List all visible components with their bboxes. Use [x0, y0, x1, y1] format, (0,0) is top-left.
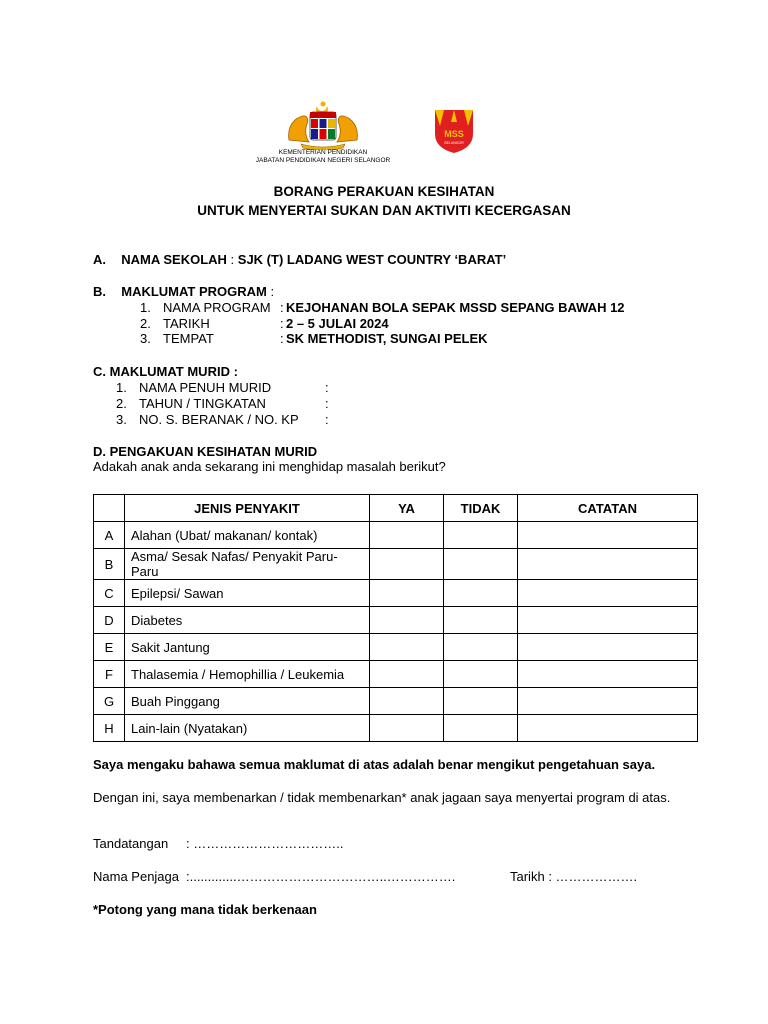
signature-field[interactable]: : …………………………….. [186, 836, 344, 851]
yes-cell[interactable] [370, 661, 444, 688]
program-item-num: 2. [140, 316, 151, 331]
notes-cell[interactable] [518, 634, 698, 661]
notes-cell[interactable] [518, 549, 698, 580]
table-row [94, 688, 698, 715]
row-disease: Sakit Jantung [125, 634, 370, 661]
row-code: A [94, 522, 125, 549]
table-header-row [94, 495, 698, 522]
permission-statement: Dengan ini, saya membenarkan / tidak membenarkan* anak jagaan saya menyertai program di atas. [93, 790, 671, 805]
yes-cell[interactable] [370, 607, 444, 634]
header-disease: JENIS PENYAKIT [125, 495, 370, 522]
row-disease: Epilepsi/ Sawan [125, 580, 370, 607]
date-label: Tarikh [510, 869, 545, 884]
mss-logo-text: MSS [444, 129, 464, 139]
student-item-label: TAHUN / TINGKATAN [139, 396, 266, 411]
signature-label: Tandatangan [93, 836, 169, 851]
table-row [94, 580, 698, 607]
no-cell[interactable] [444, 607, 518, 634]
program-item-num: 3. [140, 331, 151, 346]
table-row [94, 715, 698, 742]
header-yes: YA [370, 495, 444, 522]
notes-cell[interactable] [518, 661, 698, 688]
no-cell[interactable] [444, 549, 518, 580]
header-notes: CATATAN [518, 495, 698, 522]
notes-cell[interactable] [518, 580, 698, 607]
no-cell[interactable] [444, 688, 518, 715]
section-c-heading: C. MAKLUMAT MURID : [93, 364, 238, 379]
table-row [94, 522, 698, 549]
table-row [94, 661, 698, 688]
ministry-line2: JABATAN PENDIDIKAN NEGERI SELANGOR [255, 157, 391, 164]
student-item-num: 3. [116, 412, 127, 427]
mss-logo-subtext: SELANGOR [444, 141, 464, 145]
row-disease: Asma/ Sesak Nafas/ Penyakit Paru-Paru [125, 549, 370, 580]
section-b-heading [93, 284, 274, 299]
yes-cell[interactable] [370, 522, 444, 549]
program-venue-value: SK METHODIST, SUNGAI PELEK [286, 331, 488, 346]
notes-cell[interactable] [518, 522, 698, 549]
program-item-sep: : [280, 331, 284, 346]
student-item-label: NO. S. BERANAK / NO. KP [139, 412, 299, 427]
row-disease: Diabetes [125, 607, 370, 634]
footnote: *Potong yang mana tidak berkenaan [93, 902, 317, 917]
ministry-line1: KEMENTERIAN PENDIDIKAN [278, 149, 368, 156]
date-field[interactable] [510, 869, 637, 884]
student-item-num: 1. [116, 380, 127, 395]
student-id-field[interactable]: : [325, 412, 329, 427]
row-code: F [94, 661, 125, 688]
notes-cell[interactable] [518, 607, 698, 634]
program-item-sep: : [280, 316, 284, 331]
ministry-caption [240, 149, 406, 165]
table-row [94, 607, 698, 634]
no-cell[interactable] [444, 522, 518, 549]
guardian-name-field[interactable]: :.............……………………………..……………. [186, 869, 456, 884]
declaration-statement: Saya mengaku bahawa semua maklumat di atas adalah benar mengikut pengetahuan saya. [93, 757, 656, 772]
student-item-label: NAMA PENUH MURID [139, 380, 272, 395]
row-code: H [94, 715, 125, 742]
program-item-label: NAMA PROGRAM [163, 300, 271, 315]
yes-cell[interactable] [370, 549, 444, 580]
row-code: D [94, 607, 125, 634]
mss-selangor-logo [432, 106, 476, 154]
student-year-field[interactable]: : [325, 396, 329, 411]
header-code [94, 495, 125, 522]
program-date-value: 2 – 5 JULAI 2024 [286, 316, 389, 331]
section-a-sep: : [226, 252, 238, 267]
section-a-label: A. [93, 252, 106, 267]
health-declaration-table [93, 494, 698, 742]
school-name: SJK (T) LADANG WEST COUNTRY ‘BARAT’ [237, 252, 507, 267]
section-a-heading: NAMA SEKOLAH [121, 252, 227, 267]
guardian-name-label: Nama Penjaga [93, 869, 179, 884]
student-full-name-field[interactable]: : [325, 380, 329, 395]
row-disease: Lain-lain (Nyatakan) [125, 715, 370, 742]
row-disease: Thalasemia / Hemophillia / Leukemia [125, 661, 370, 688]
section-a [93, 252, 506, 267]
no-cell[interactable] [444, 580, 518, 607]
no-cell[interactable] [444, 634, 518, 661]
program-item-label: TARIKH [163, 316, 210, 331]
malaysia-coat-of-arms-logo [283, 100, 363, 150]
program-name-value: KEJOHANAN BOLA SEPAK MSSD SEPANG BAWAH 12 [286, 300, 625, 315]
student-item-num: 2. [116, 396, 127, 411]
no-cell[interactable] [444, 661, 518, 688]
form-title: BORANG PERAKUAN KESIHATAN [273, 184, 495, 199]
section-d-heading: D. PENGAKUAN KESIHATAN MURID [93, 444, 318, 459]
no-cell[interactable] [444, 715, 518, 742]
header-no: TIDAK [444, 495, 518, 522]
row-code: E [94, 634, 125, 661]
yes-cell[interactable] [370, 688, 444, 715]
health-question: Adakah anak anda sekarang ini menghidap masalah berikut? [93, 459, 446, 474]
row-code: G [94, 688, 125, 715]
table-row [94, 549, 698, 580]
row-disease: Buah Pinggang [125, 688, 370, 715]
program-item-label: TEMPAT [163, 331, 214, 346]
yes-cell[interactable] [370, 634, 444, 661]
program-item-num: 1. [140, 300, 151, 315]
program-item-sep: : [280, 300, 284, 315]
section-b-colon: : [266, 284, 275, 299]
section-b-title: MAKLUMAT PROGRAM [121, 284, 267, 299]
section-b-label: B. [93, 284, 106, 299]
row-disease: Alahan (Ubat/ makanan/ kontak) [125, 522, 370, 549]
table-row [94, 634, 698, 661]
notes-cell[interactable] [518, 715, 698, 742]
row-code: B [94, 549, 125, 580]
date-value: : ………………. [548, 869, 638, 884]
form-subtitle: UNTUK MENYERTAI SUKAN DAN AKTIVITI KECERGASAN [197, 203, 571, 218]
row-code: C [94, 580, 125, 607]
yes-cell[interactable] [370, 580, 444, 607]
notes-cell[interactable] [518, 688, 698, 715]
yes-cell[interactable] [370, 715, 444, 742]
